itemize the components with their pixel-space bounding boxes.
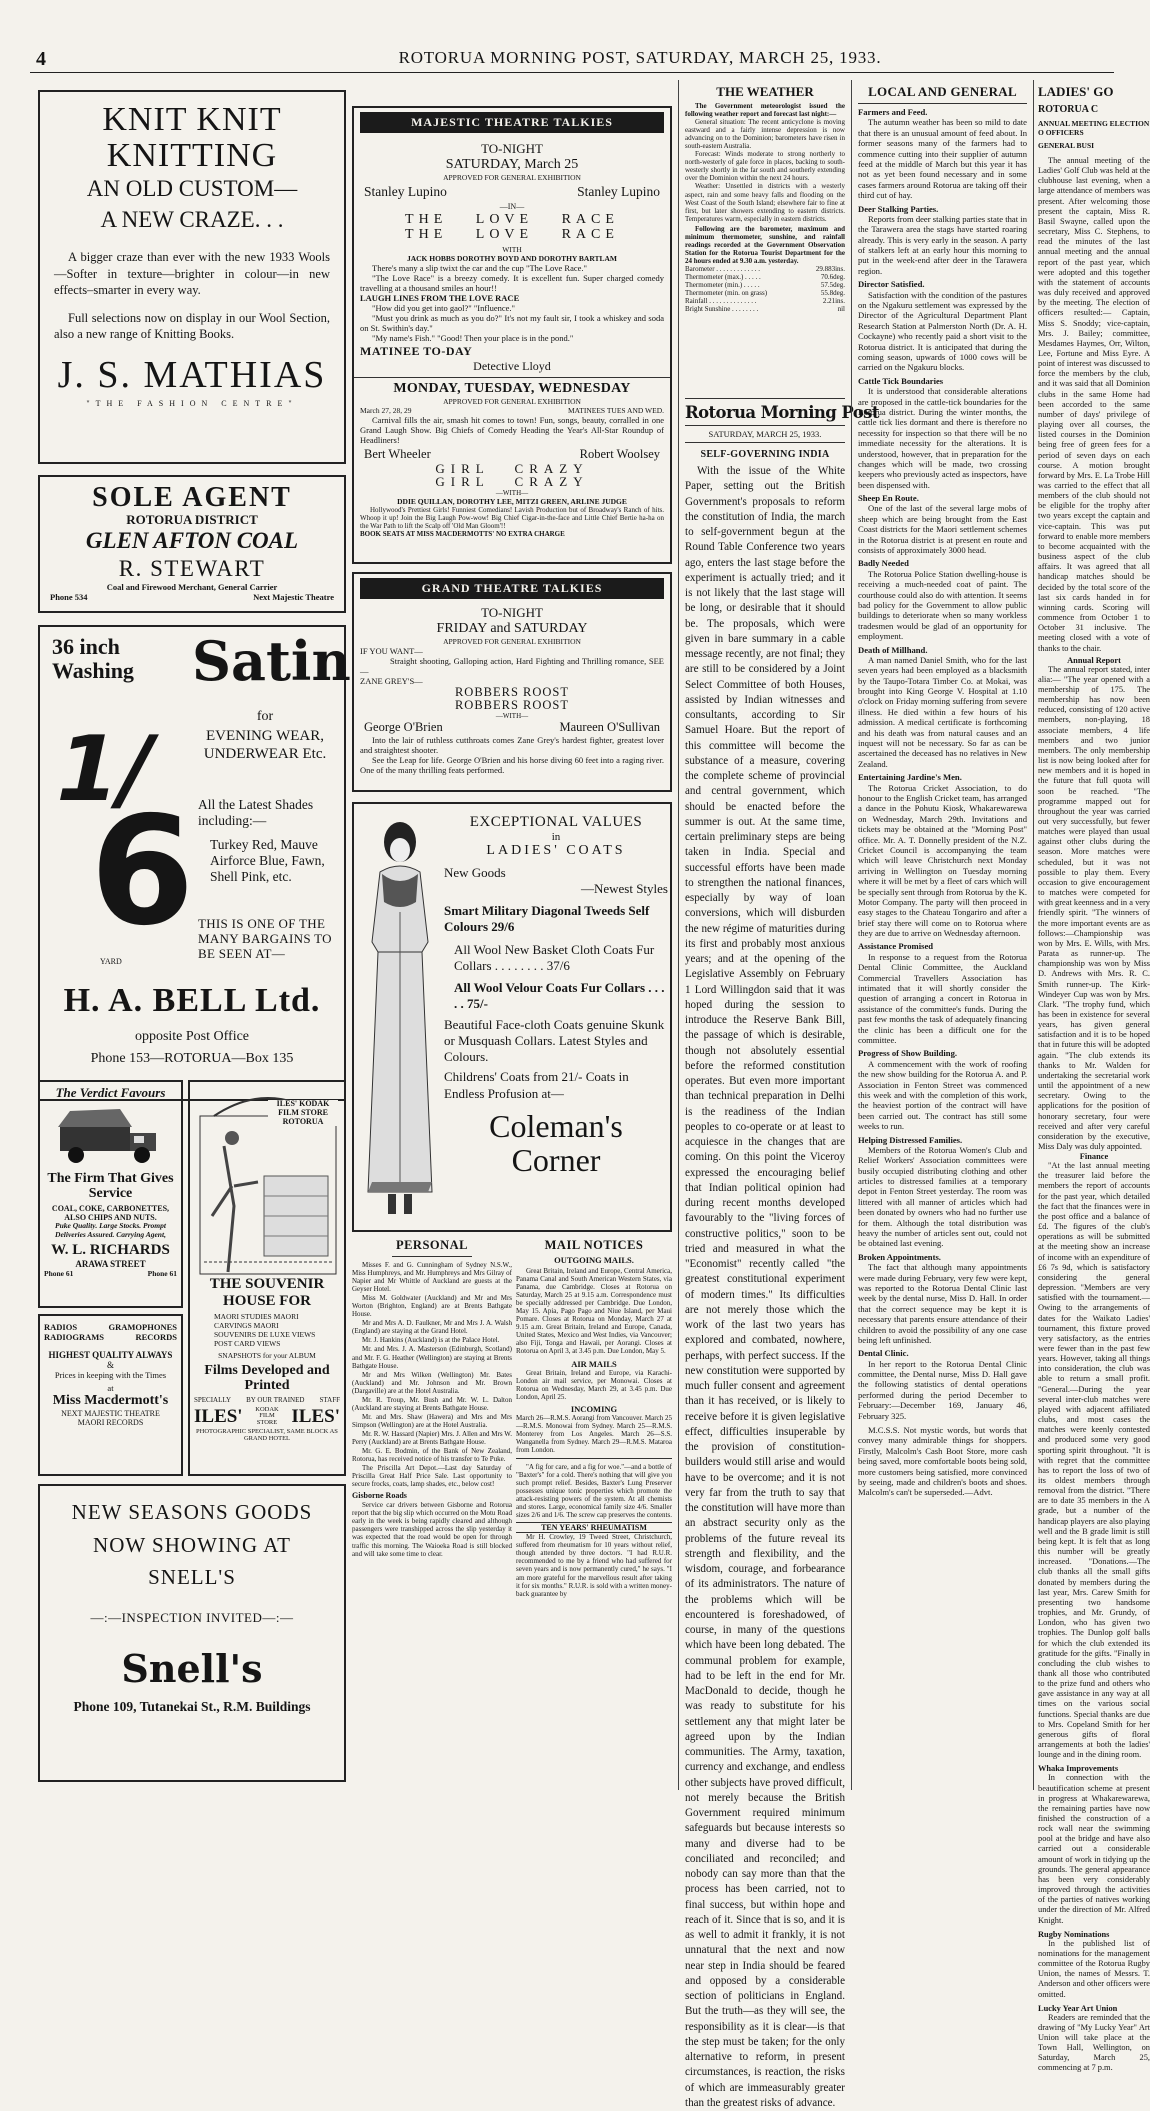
- personal-item: Mr and Mrs A. D. Faulkner, Mr and Mrs J. A. Walsh (England) are staying at the Grand Hotel.: [352, 1319, 512, 1336]
- majestic-cast: JACK HOBBS DOROTHY BOYD AND DOROTHY BARTLAM: [406, 254, 618, 264]
- weather-reading-row: [685, 281, 845, 289]
- local-item-head: Farmers and Feed.: [858, 107, 928, 117]
- snells-line-3: SNELL'S: [148, 1565, 236, 1590]
- weather-box: [682, 84, 848, 394]
- macdermott-radio-ad: [38, 1314, 183, 1476]
- radio-at: at: [107, 1383, 114, 1393]
- knit-headline-4: A NEW CRAZE. . .: [100, 207, 284, 233]
- weather-situation: General situation: The recent anticyclone is moving eastward and a fairly intense depression is now advancing on to the Dominion; barometers have risen in south-eastern Australia.: [685, 118, 845, 151]
- films-developed: Films Developed and Printed: [204, 1363, 330, 1394]
- local-title: LOCAL AND GENERAL: [868, 84, 1017, 99]
- personal-item: Mr. and Mrs. J. A. Masterson (Edinburgh, Scotland) and Mr. F. G. Heather (Wellington) are staying at Brents Bathgate House.: [352, 1345, 512, 1370]
- price-shilling: 1/: [44, 717, 163, 822]
- richards-phone-right: Phone 61: [147, 1268, 177, 1278]
- new-goods: New Goods: [444, 865, 506, 880]
- weather-intro: The Government meteorologist issued the following weather report and forecast last night:—: [685, 102, 845, 119]
- iles-staff: STAFF: [319, 1395, 340, 1404]
- local-item-head: Broken Appointments.: [858, 1251, 941, 1262]
- editorial-body: [685, 464, 845, 2111]
- weather-reading-label: Thermometer (max.) . . . . .: [685, 272, 761, 281]
- outgoing-text: Great Britain, Ireland and Europe, Central America, Panama Canal and South American Western States, via Panama, due Cambridge. Closes at Rotorua on Saturday, March 25 at 9.15 a.m. Correspondence must be specially addressed per Cambridge. Due London, May 15. Apia, Pago Pago and Niue Island, per Maui Pomare. Closes at Rotorua on Monday, March 27 at 9.15 a.m. Great Britain, Ireland and Europe, Canada, United States, Mexico and West Indies, via Vancouver; also Fiji, Tonga and Hawaii, per Aorangi. Closes at Rotorua on April 3, at 3.45 p.m. Due London, May 5.: [516, 1267, 672, 1356]
- snells-brand: Snell's: [121, 1645, 263, 1691]
- gisborne-head: Gisborne Roads: [352, 1491, 407, 1501]
- laugh-line-3: "My name's Fish." "Good! Then your place is in the pond.": [372, 333, 574, 344]
- iles-specially: SPECIALLY: [194, 1395, 232, 1404]
- editorial-column: [682, 398, 879, 2109]
- editorial-title: SELF-GOVERNING INDIA: [700, 449, 830, 460]
- macdermott-next: NEXT MAJESTIC THEATRE: [61, 1409, 160, 1418]
- weather-forecast: Forecast: Winds moderate to strong northerly to north-westerly of gale force in places, backing to south-westerly shortly in the far south and southerly extending over the Dominion within the next 24 hours.: [685, 150, 845, 183]
- masthead-rule: [30, 72, 1114, 73]
- weather-readings-intro: Following are the barometer, maximum and minimum thermometer, sunshine, and rainfall readings recorded at the Government Observation Station for the Rotorua Tourist Department for the 24 hours ended at 9.30 a.m. yesterday.: [685, 224, 845, 265]
- snells-line-2: NOW SHOWING AT: [93, 1532, 291, 1557]
- air-mails-title: AIR MAILS: [571, 1358, 617, 1369]
- grand-with: —WITH—: [495, 712, 529, 721]
- robbers-roost-b: ROBBERS ROOST: [454, 698, 570, 713]
- local-item-text: The Rotorua Police Station dwelling-house is receiving a much-needed coat of paint. The courthouse could also do with attention. It seems bad policy for the Government to allow public buildings to deteriorate when so many workless tradesmen would be glad of an opportunity for employment.: [858, 568, 1027, 642]
- verdict-headline: The Verdict Favours: [55, 1085, 166, 1100]
- personal-item: Mr. G. E. Bodmin, of the Bank of New Zealand, Rotorua, has received notice of his transfer to Te Puke.: [352, 1447, 512, 1464]
- matinee-today: MATINEE TO-DAY: [360, 343, 473, 358]
- satin-shades: Turkey Red, Mauve Airforce Blue, Fawn, Shell Pink, etc.: [210, 837, 325, 884]
- snells-ad: [38, 1484, 346, 1782]
- iles-by-our: BY OUR TRAINED: [246, 1395, 305, 1404]
- personal-item: Misses F. and G. Cunningham of Sydney N.S.W., Miss Humphreys, and Mr. Humphreys and Mrs Gilray of Napier and Mr Whittle of Auckland are guests at the Geyser Hotel.: [352, 1261, 512, 1294]
- local-item-head: Death of Millhand.: [858, 644, 928, 655]
- majestic-dates-2: March 27, 28, 29: [360, 405, 412, 415]
- weather-reading-row: [685, 305, 845, 313]
- face-cloth-coats: Beautiful Face-cloth Coats genuine Skunk or Musquash Collars. Latest Styles and Colours.: [444, 1016, 665, 1064]
- golf-report: The annual report stated, inter alia:— "The year opened with a membership of 175. The membership has now been reduced, consisting of 120 active members, non-playing, 18 associate members, 4 life members and two junior members. The only membership list is now being looked after for new members and it is hoped in the future that full quota will soon be reached. "The programme mapped out for throughout the year was carried out very successfully, but fewer matches were played than usual against other clubs during the season. More matches were scheduled, but it was not possible to play them. Every occasion to give encouragement to matches were competed for with great keenness and in a very friendly spirit. "The winners of the more important events are as follows:—Championship was won by Mrs. E. Wills, with Mrs. Parata as runner-up. The championship was won by Miss D. Andrews with Mrs. R. C. Smith runner-up. The Kirk-Windeyer Cup was won by Mrs. Clark. "The trophy fund, which has been in existence for several years, has given general satisfaction and it is to be hoped that in future this will be adopted again. "The club extends its thanks to Mr. Walden for undertaking the secretarial work until the appointment of a new secretary. Owing to the applications for the position of honorary secretary, four were received and after very careful consideration by the executive, Miss Daly was duly appointed.: [1038, 664, 1150, 1151]
- knit-headline-1: KNIT KNIT: [102, 101, 282, 138]
- column-divider-4: [851, 80, 852, 1790]
- ladies-golf-column: [1036, 84, 1150, 2073]
- childrens-coats: Childrens' Coats from 21/- Coats in Endless Profusion at—: [444, 1069, 629, 1101]
- weather-title: THE WEATHER: [716, 84, 814, 99]
- colemans-name: Coleman's: [489, 1107, 623, 1144]
- knit-headline-3: AN OLD CUSTOM—: [86, 176, 298, 202]
- golf-sub-3: GENERAL BUSI: [1038, 141, 1095, 150]
- iles-brand-left: ILES': [194, 1405, 243, 1427]
- rugby-nominations: In the published list of nominations for the management committee of the Rotorua Rugby Union, the names of Messrs. T. Anderson and other officers were omitted.: [1038, 1938, 1150, 1999]
- souvenir-title: THE SOUVENIR HOUSE FOR: [209, 1276, 325, 1309]
- local-item-head: Helping Distressed Families.: [858, 1134, 963, 1145]
- majestic-title-a: THE LOVE RACE: [405, 212, 619, 227]
- majestic-star-left: Stanley Lupino: [364, 184, 447, 199]
- incoming-title: INCOMING: [570, 1403, 618, 1414]
- grand-banner: GRAND THEATRE TALKIES: [360, 578, 664, 599]
- majestic-title-b: THE LOVE RACE: [405, 226, 619, 242]
- local-item-head: Assistance Promised: [858, 941, 934, 952]
- majestic-approved-2: APPROVED FOR GENERAL EXHIBITION: [443, 396, 581, 406]
- iles-kodak: KODAK FILM STORE: [255, 1405, 279, 1427]
- weather-reading-row: [685, 297, 845, 305]
- grand-blurb: Straight shooting, Galloping action, Hard Fighting and Thrilling romance, SEE—: [360, 656, 664, 677]
- majestic-blurb-2: "The Love Race" is a breezy comedy. It is excellent fun. Super charged comedy travelling at a thousand smiles an hour!!: [360, 273, 664, 294]
- personal-item: Mr. R. Troup, Mr. Bush and Mr. W. L. Dalton (Auckland are staying at Brents Bathgate House.: [352, 1395, 512, 1412]
- local-item-text: M.C.S.S. Not mystic words, but words that convey many admirable things for shoppers. Firstly, Malcolm's Cash Boot Store, more cash being saved, more comfortable boots being sold, more customers being satisfied, more convinced by seeing, made and children's boots and shoes. Malcolm's can't be superseded.—Advt.: [858, 1425, 1027, 1498]
- column-divider-5: [1033, 80, 1034, 1790]
- column-divider-3: [678, 80, 679, 1790]
- mail-notices-column: [516, 1238, 672, 1790]
- robbers-roost-a: ROBBERS ROOST: [454, 685, 570, 700]
- local-general-column: [855, 84, 1030, 1790]
- knit-body-1: A bigger craze than ever with the new 1933 Wools—Softer in texture—brighter in colour—in new effects–smarter in every way.: [54, 250, 330, 297]
- radio-right: GRAMOPHONES RECORDS: [108, 1322, 177, 1342]
- weather-reading-row: [685, 273, 845, 281]
- colemans-corner: Corner: [511, 1142, 601, 1179]
- grand-zane: ZANE GREY'S—: [360, 676, 423, 687]
- page-number: 4: [36, 48, 46, 70]
- majestic-week: MONDAY, TUESDAY, WEDNESDAY: [393, 380, 631, 396]
- macdermott-records: MAORI RECORDS: [77, 1418, 144, 1427]
- golf-report-head: Annual Report: [1067, 655, 1121, 665]
- exceptional-values: EXCEPTIONAL VALUES: [469, 814, 643, 830]
- richards-coal-ad: [38, 1080, 183, 1308]
- majestic-in: —IN—: [499, 202, 525, 211]
- richards-phone-left: Phone 61: [44, 1268, 74, 1278]
- mathias-brand: J. S. MATHIAS: [57, 353, 327, 396]
- radio-prices: Prices in keeping with the Times: [54, 1370, 167, 1380]
- radio-quality: HIGHEST QUALITY ALWAYS: [48, 1350, 173, 1360]
- local-item-text: It is understood that considerable alterations are proposed in the cattle-tick boundaries for the Rotorua district. During the winter months, the cattle tick lies dormant and there is therefore no necessity for inspection so that there will be no immediate necessity for the alterations. It is understood, however, that in preparation for the changes which will be made, two crossing keepers who previously acted as inspectors, have been dispensed with.: [858, 386, 1027, 490]
- military-tweeds: Smart Military Diagonal Tweeds Self Colours 29/6: [444, 903, 650, 935]
- weather-reading-row: [685, 289, 845, 297]
- personal-item: Miss M. Goldwater (Auckland) and Mr and Mrs Worton (Brighton, England) are at Brents Bathgate House.: [352, 1294, 512, 1319]
- girl-crazy-b: GIRL CRAZY: [435, 474, 589, 490]
- air-mails-text: Great Britain, Ireland and Europe, via Karachi-London air mail service, per Monowai. Closes at Rotorua on Wednesday, March 29, at 3.45 p.m. Due London, April 25.: [516, 1368, 672, 1401]
- local-item-head: Dental Clinic.: [858, 1348, 909, 1359]
- weather-conditions: Weather: Unsettled in districts with a westerly aspect, rain and some heavy falls and flooding on the West Coast of the South Island; elsewhere fair to fine at first, but later showers extending to eastern districts. Temperatures warm, especially in eastern districts.: [685, 182, 845, 223]
- golf-finance-head: Finance: [1079, 1152, 1109, 1162]
- wheeler-name: Bert Wheeler: [364, 446, 431, 461]
- grand-approved: APPROVED FOR GENERAL EXHIBITION: [443, 637, 581, 646]
- local-item-head: Sheep En Route.: [858, 493, 919, 504]
- local-item-head: Entertaining Jardine's Men.: [858, 772, 962, 783]
- coal-location: Next Majestic Theatre: [253, 592, 334, 603]
- satin-bell-ad: [38, 625, 351, 1101]
- coal-merchant-name: R. STEWART: [118, 555, 266, 581]
- newest-styles: —Newest Styles: [580, 881, 668, 896]
- price-unit: YARD: [100, 957, 122, 966]
- knit-headline-2: KNITTING: [106, 136, 278, 174]
- velour-coats: All Wool Velour Coats Fur Collars . . . . . 75/-: [454, 980, 665, 1012]
- golf-finance: "At the last annual meeting the treasurer laid before the members the report of accounts for the past year, which detailed the fact that the finances were in the post office and a balance of £d. The figures of the club's operations as will be submitted at the meeting show an increase of income with an expenditure of £6 7s 9d, which is satisfactory considering the general depression. "Members are very satisfied with the tournament.—Owing to the arrangements of dates for the Waikato Ladies' tournament, this fixture proved very satisfactory, as the entries were fewer than in the past few years. However, taking all things into consideration, the club was able to return a small profit. "General.—During the year several inter-club matches were played with adjacent affiliated clubs, and most cases the matches were keenly contested and produced some very good sporting spirit throughout. "It is with regret that the committee has to report the loss of two of its oldest members through removal from the district. "There are to date 35 members in the A grade, but a number of the handicap players are also playing well and the B grade limit is still being kept. It is felt that as long this number will be greatly increased. "Donations.—The club thanks all the small gifts donated by members during the last year, Mrs. Carew Smith for presenting two handsome trophies, and Mr. Grundy, of London, who has given two trophies. The Dunlop golf balls for which the club extended its gratitude for the gifts. "Finally in concluding the club wishes to thank all those who contributed to the prize fund and others who gave assistance in any way at all times on the various social functions. Special thanks are due to Mrs. Copeland Smith for her generous gifts of floral arrangements at both the ladies' lounge and in the dining room.: [1038, 1161, 1150, 1760]
- glen-afton-coal-ad: [38, 475, 346, 613]
- local-item-text: A man named Daniel Smith, who for the last seven years had been employed as a blacksmith by the Taupo-Totara Timber Co. at Mokai, was brought into King George V. Hospital at 1.10 o'clock on Friday morning suffering from severe illness. He died within a few hours of his admission. A medical certificate is forthcoming and his death was from natural causes and an inquest will not be necessary. So far as can be ascertained the deceased has no relatives in New Zealand.: [858, 654, 1027, 769]
- grand-blurb-3: See the Leap for life. George O'Brien and his horse diving 60 feet into a raging river. One of the many thrilling feats performed.: [360, 755, 664, 776]
- weather-reading-value: nil: [837, 305, 845, 314]
- weather-reading-label: Thermometer (min. on grass): [685, 289, 768, 298]
- local-item-head: Director Satisfied.: [858, 279, 925, 290]
- majestic-blurb-3: Carnival fills the air, smash hit comes to town! Fun, songs, beauty, corralled in one Grand Laugh Show. Big Chiefs of Comedy Heading the Year's All-Star Roundup of Headliners!: [360, 414, 664, 445]
- souvenir-items: MAORI STUDIES MAORI CARVINGS MAORI SOUVENIRS DE LUXE VIEWS POST CARD VIEWS: [214, 1312, 316, 1348]
- osullivan-name: Maureen O'Sullivan: [559, 720, 660, 735]
- rugby-nominations-head: Rugby Nominations: [1038, 1929, 1110, 1939]
- laugh-line-1: "How did you get into gaol?" "Influence.": [372, 303, 515, 314]
- snells-address: Phone 109, Tutanekai St., R.M. Buildings: [73, 1698, 311, 1714]
- local-item-text: Reports from deer stalking parties state that in the Tarawera area the stags have started roaring already. This is very early in the season. A party of stalkers left at an early hour this morning to put in the week-end after deer in the Tarawera region.: [858, 213, 1027, 276]
- woolsey-name: Robert Woolsey: [579, 446, 660, 461]
- bell-address: opposite Post Office: [134, 1029, 250, 1044]
- incoming-text: March 26—R.M.S. Aorangi from Vancouver. March 25—R.M.S. Monowai from Sydney. March 25—R.M.S. Monterey from Los Angeles. March 26—S.S. Wanganella from Sydney. March 29—R.M.S. Mataroa from London.: [516, 1413, 672, 1454]
- editorial-paragraph: With the issue of the White Paper, setting out the British Government's proposals to reform the constitution of India, the march to self-government begun at the Round Table Conference two years ago, enters the last stage before the experiment is actually tried; and it is not likely that the last stage will be long, or desirable that it should be. The proposals, which were given in bare summary in a cable message recently, are not final; they are still to be considered by a Joint Select Committee of both Houses, assisted by Indian witnesses and consultants, according to Sir Samuel Hoare. But the report of this committee will become the substance of a measure, covering the complete scheme of provincial and central government, which should be enacted before the summer is out. At the same time, certain preliminary steps are being taken in India. Special and successful efforts have been made to strengthen the national finances, especially by way of loan conversions, which will disburden the new régime of maturities during its first and probably most anxious years; and at the opening of the Legislative Assembly on February 1 Lord Willingdon said that it was hoped during the session to introduce the Reserve Bank Bill, the passage of which is desirable, though not absolutely essential before the reformed constitution operates. But even more important than technical preparation in Delhi is the readiness of the Indian peoples to co-operate or at least to acquiesce in the changes that are coming. On this point the Viceroy expressed the encouraging belief that Indian political opinion had during recent months developed favourably to the "living forces of constructive politics," soon to be tried and measured in what the "Economist" recently called "the greatest constitutional experiment of modern times." Its difficulties are not merely those which the work of the last two years has explored and combated, nowhere, perhaps, with perfect success. If the new constitution were supported by much fuller consent and agreement than it has received, or is likely to receive before it is given legislative effect, difficulties insuperable by the provision of constitution-builders would still arise and would have to be overcome; and it is not very far from the truth to say that the constitution will have more than an abstract security only as the problems of the future reveal its strength and flexibility, and the wisdom, courage, and forbearance of its administrators. The nature of the problems which will be encountered is foreshadowed, of course, in many of the questions which have been long debated. The communal problem for example, had to be left in the end for Mr. MacDonald to decide, though he was ready to substitute for his settlement any that might later be agreed upon by the Indian communities. The Army, taxation, currency and exchange, and endless other subjects have proved difficult, not merely because the British Government required minimum safeguards but because interests so many and diverse had to be conciliated and reconciled; and nobody can say more than that the process has been carried, not to final success, but within hope and reach of it. Since that is so, and it is as well to admit it frankly, it is not unnatural that the next and now near step in India should be feared and opposed by a considerable section of politicians in England. But the truth—as they will see, the responsibility as it is clear—is that the step must be taken; for the only alternative to reform, in present circumstances, is reaction, the risks of which are immeasurably greater than the greatest risks of advance.: [685, 465, 845, 2109]
- local-item-head: Cattle Tick Boundaries: [858, 375, 944, 386]
- iles-sign: ILES' KODAK FILM STORE ROTORUA: [268, 1100, 338, 1126]
- personal-item: Mr. and Mrs. Shaw (Hawera) and Mrs and Mrs Simpson (Wellington) are at the Hotel Australia.: [352, 1412, 512, 1429]
- weather-reading-label: Rainfall . . . . . . . . . . . . . .: [685, 297, 757, 306]
- laugh-lines-head: LAUGH LINES FROM THE LOVE RACE: [360, 293, 520, 304]
- personal-title: PERSONAL: [395, 1238, 469, 1252]
- iles-souvenir-ad: [188, 1080, 346, 1476]
- majestic-matinees-2: MATINEES TUES AND WED.: [568, 405, 664, 415]
- basket-cloth-coats: All Wool New Basket Cloth Coats Fur Collars . . . . . . . . 37/6: [454, 941, 655, 973]
- local-item-head: Badly Needed: [858, 558, 909, 569]
- coal-truck-illustration: [50, 1103, 171, 1169]
- richards-street: ARAWA STREET: [75, 1258, 146, 1269]
- grand-theatre-ad: [352, 572, 672, 792]
- whaka-improvements: In connection with the beautification scheme at present in progress at Whakarewarewa, the remaining parties have now finished the construction of a rock wall near the swimming pool at the bridge and have also carried out a considerable amount of work in tidying up the grounds. The general appearance has been very considerably improved through the activities of the parties of natives working under the direction of Mr. Alfred Knight.: [1038, 1773, 1150, 1925]
- local-item-head: Deer Stalking Parties.: [858, 203, 939, 214]
- iles-brand-right: ILES': [291, 1405, 340, 1427]
- weather-reading-value: 29.883ins.: [815, 264, 845, 273]
- price-pence: 6: [90, 785, 195, 959]
- lucky-year-head: Lucky Year Art Union: [1038, 2003, 1118, 2013]
- local-item-text: Satisfaction with the condition of the pastures on the Ngakuru settlement was expressed by the Director of the Agricultural Department Plant Research Station at Palmerston North (Dr. A. H. Cockayne) who recently paid a short visit to the Rotorua district. It is anticipated that during the coming season, upwards of 1000 cows will be carried on the Ngakuru blocks.: [858, 289, 1027, 373]
- local-item-text: One of the last of the several large mobs of sheep which are being brought from the East Coast districts for the Maori settlement schemes in the Rotorua district is at present en route and consists of approximately 3000 head.: [858, 503, 1027, 556]
- mail-title: MAIL NOTICES: [544, 1238, 644, 1252]
- personal-item: Mr and Mrs Wilken (Wellington) Mr. Bates (Auckland) and Mr. Johnson and Mr. Brown (Dargaville) are at the Hotel Australia.: [352, 1370, 512, 1395]
- personal-item: The Priscilla Art Depot.—Last day Saturday of Priscilla Great Half Price Sale. Last opportunity to secure frocks, coats, lamp shades, etc., below cost!: [352, 1464, 512, 1489]
- golf-sub-2: ANNUAL MEETING ELECTION O OFFICERS: [1038, 119, 1150, 137]
- coal-trade: Coal and Firewood Merchant, General Carrier: [106, 582, 278, 593]
- majestic-with: WITH: [502, 245, 522, 255]
- personal-items: [352, 1261, 512, 1488]
- coleman-in: in: [551, 831, 561, 843]
- satin-size: 36 inch Washing: [52, 634, 134, 684]
- grand-blurb-2: Into the lair of ruthless cutthroats comes Zane Grey's hardest fighter, greatest lover and straightest shooter.: [360, 735, 664, 756]
- weather-reading-value: 57.5deg.: [820, 281, 845, 290]
- satin-fabric: Satin: [192, 629, 351, 693]
- local-item-text: The autumn weather has been so mild to date that there is an unusual amount of feed about. In former seasons many of the farmers had to commence cutting into their supplier of autumn feed at the middle of March but this year it has not as yet been found necessary and in some cases farmers around Rotorua are taking off their third cut of hay.: [858, 117, 1027, 201]
- majestic-approved: APPROVED FOR GENERAL EXHIBITION: [443, 173, 581, 182]
- local-item-text: In response to a request from the Rotorua Dental Clinic Committee, the Auckland Commercial Travellers Association has intimated that it will shortly consider the question of arranging a concert in Rotorua in assistance of the committee's funds. During the past few months the task of adequately financing the clinic has been a difficult one for the committee.: [858, 951, 1027, 1045]
- satin-bargain: THIS IS ONE OF THE MANY BARGAINS TO BE SEEN AT—: [198, 916, 332, 961]
- snells-line-1: NEW SEASONS GOODS: [71, 1500, 313, 1524]
- majestic-banner: MAJESTIC THEATRE TALKIES: [360, 112, 664, 133]
- sole-agent-title: SOLE AGENT: [92, 482, 292, 513]
- personal-column: [352, 1238, 512, 1790]
- masthead: [0, 0, 1114, 68]
- weather-reading-value: 70.6deg.: [820, 272, 845, 281]
- rheumatism-head: TEN YEARS' RHEUMATISM: [516, 1522, 672, 1533]
- kodak-store-illustration: [194, 1086, 340, 1276]
- local-item-text: The fact that although many appointments were made during February, very few were kept, was reported to the Rotorua Dental Clinic last week by the dental nurse, Miss D. Hall. In order that the correct sequence may be kept it is necessary that parents ensure attendance of their children to avoid the possibility of any one case being left unfinished.: [858, 1262, 1027, 1345]
- golf-sub-1: ROTORUA C: [1038, 104, 1099, 115]
- majestic-cast-3: DDIE QUILLAN, DOROTHY LEE, MITZI GREEN, ARLINE JUDGE: [397, 496, 627, 506]
- matinee-short: Detective Lloyd: [473, 358, 551, 373]
- grand-days: FRIDAY and SATURDAY: [436, 621, 588, 636]
- weather-reading-value: 55.8deg.: [820, 289, 845, 298]
- coal-phone: Phone 534: [50, 592, 88, 603]
- satin-for: for: [256, 709, 274, 724]
- girl-crazy-a: GIRL CRAZY: [435, 460, 589, 476]
- majestic-date: SATURDAY, March 25: [445, 157, 579, 172]
- souvenir-snapshots: SNAPSHOTS for your ALBUM: [218, 1351, 316, 1360]
- golf-title: LADIES' GO: [1038, 84, 1114, 99]
- lucky-year: Readers are reminded that the drawing of "My Lucky Year" Art Union will take place at the Town Hall, Wellington, on Saturday, March 25, commencing at 7 p.m.: [1038, 2012, 1150, 2073]
- personal-item: Mr. J. Hankins (Auckland) is at the Palace Hotel.: [362, 1336, 500, 1345]
- iles-photographic: PHOTOGRAPHIC SPECIALIST, SAME BLOCK AS GRAND HOTEL: [196, 1427, 338, 1442]
- local-item-text: The Rotorua Cricket Association, to do honour to the English Cricket team, has arranged a dance in the Pohutu Kiosk, Whakarewarewa on Wednesday, March 29th. Invitations and tickets may be obtained at the "Morning Post" office. Mr. A. T. Donnelly president of the N.Z. Cricket Council is accompanying the team which will leave Christchurch next Monday arriving in Wellington on Tuesday morning where it will be met by a fleet of cars which will be specially sent through from Rotorua by the K. Motor Company. The party will then proceed in easy stages to the Chateau Tongariro and after a brief stay there will come on to Rotorua where they are due to arrive on Wednesday afternoon.: [858, 782, 1027, 939]
- weather-reading-value: 2.21ins.: [822, 297, 845, 306]
- golf-body: The annual meeting of the Ladies' Golf Club was held at the clubhouse last evening, when a large attendance of members was present. After welcoming those present the captain, Miss R. Basil Swayne, called upon the secretary, Miss C. Stephens, to read the minutes of the last annual meeting and the annual report of the past year, which were adopted and this together with the statement of accounts was duly received and approved by the meeting. The election of officers resulted:— Captain, Miss S. Snoddy; vice-captain, Mrs. J. Bailey; committee, Mesdames Haymes, Orr, Wilton, Lee, Fortune and Miss Eyre. A point of interest was discussed to force the members by the club, and it was said that all Dominion clubs in the same Home had been accorded to the same number of days' privilege of playing over all courses, the listed courses in the Dominion being free of green fees for a period of seven days on each course. A motion brought forward by Mrs. E. La Trobe Hill was carried to the effect that all members of the club should not be eligible for the trophy after two years except the captain and vice-captain. This was put forward to enable more members to become acquainted with the business aspect of the club affairs. It was agreed that all handicap matches should be decided by the total score of the last six cards handed in for winning cards. Scoring will commence from October 1 to October 31 inclusive. The meeting closed with a vote of thanks to the chair.: [1038, 156, 1150, 653]
- local-items: [858, 107, 1027, 1498]
- richards-quality: Puke Quality. Large Stocks. Prompt Deliveries Assured. Carrying Agent,: [55, 1221, 166, 1239]
- whaka-improvements-head: Whaka Improvements: [1038, 1764, 1119, 1774]
- radio-amp: &: [106, 1360, 114, 1370]
- weather-reading-label: Bright Sunshine . . . . . . . .: [685, 305, 759, 314]
- gisborne-text: Service car drivers between Gisborne and Rotorua report that the big slip which occurred on the Motu Road early in the week is being rapidly cleared and although passengers were transhipped across the slip yesterday it was expected that the road would be open for through traffic this morning. The Waioeka Road is still blocked and will take some time to clear.: [352, 1501, 512, 1558]
- majestic-booking: BOOK SEATS AT MISS MACDERMOTTS' NO EXTRA CHARGE: [360, 529, 565, 538]
- snells-invite: —:—INSPECTION INVITED—:—: [90, 1609, 294, 1625]
- weather-reading-label: Thermometer (min.) . . . . .: [685, 281, 760, 290]
- satin-uses: EVENING WEAR, UNDERWEAR Etc.: [203, 728, 327, 762]
- mathias-tagline: "THE FASHION CENTRE": [86, 398, 298, 408]
- majestic-with-3: —WITH—: [495, 488, 529, 497]
- coal-district: ROTORUA DISTRICT: [126, 512, 258, 528]
- weather-readings: [685, 265, 845, 313]
- coal-product: GLEN AFTON COAL: [85, 528, 299, 554]
- laugh-line-2: "Must you drink as much as you do?" It's not my fault sir, I took a whiskey and soda on St. Swithin's day.": [360, 313, 664, 334]
- weather-reading-label: Barometer . . . . . . . . . . . . .: [685, 264, 761, 273]
- lady-in-coat-illustration: [358, 812, 438, 1222]
- richards-goods: COAL, COKE, CARBONETTES, ALSO CHIPS AND NUTS.: [51, 1203, 170, 1222]
- local-item-text: A commencement with the work of roofing the new show building for the Rotorua A. and P. Association in Fenton Street was commenced this week and with the completion of this work, the heaviest portion of the contract will have been carried out. The contract has still some weeks to run.: [858, 1058, 1027, 1132]
- satin-shades-intro: All the Latest Shades including:—: [198, 797, 314, 828]
- radio-left: RADIOS RADIOGRAMS: [44, 1322, 104, 1342]
- personal-item: Mr. R. W. Hassard (Napier) Mrs. J. Allen and Mrs W. Perry (Auckland) are at Brents Bathgate House.: [352, 1429, 512, 1446]
- obrien-name: George O'Brien: [364, 720, 443, 735]
- bell-store: H. A. BELL Ltd.: [63, 982, 321, 1019]
- ladies-coats: LADIES' COATS: [486, 843, 626, 858]
- masthead-title: ROTORUA MORNING POST, SATURDAY, MARCH 25, 1933.: [398, 48, 882, 67]
- colemans-coats-ad: [352, 802, 672, 1232]
- weather-reading-row: [685, 265, 845, 273]
- editorial-paper-name: Rotorua Morning Post: [685, 403, 879, 422]
- bell-phone-line: Phone 153—ROTORUA—Box 135: [90, 1051, 294, 1066]
- grand-want: IF YOU WANT—: [360, 646, 423, 656]
- outgoing-title: OUTGOING MAILS.: [554, 1255, 634, 1265]
- richards-name: W. L. RICHARDS: [51, 1241, 170, 1258]
- knit-body-2: Full selections now on display in our Wool Section, also a new range of Knitting Books.: [54, 311, 330, 342]
- majestic-tonight: TO-NIGHT: [481, 141, 543, 156]
- knit-knitting-ad: [38, 90, 346, 464]
- local-item-head: Progress of Show Building.: [858, 1048, 958, 1059]
- local-item-text: Members of the Rotorua Women's Club and Relief Workers' Association committees were busily occupied distributing clothing and other articles to distressed families at a temporary depot in Fenton Street yesterday. The room was littered with all manner of articles which had been donated by owners who had no further use for them. Although the total distribution was heavy the number of articles sent out, could not be obtained last evening.: [858, 1144, 1027, 1249]
- majestic-blurb-1: There's many a slip twixt the car and the cup "The Love Race.": [372, 263, 587, 274]
- rheumatism-text: Mr H. Crowley, 19 Tweed Street, Christchurch, suffered from rheumatism for 10 years without relief, though attended by three doctors. "I had R.U.R. recommended to me by a friend who had suffered for seven years and is now permanently cured," he says. "I am more grateful for the marvellous result after taking it for six months." R.U.R. is sold with a written money-back guarantee by: [516, 1533, 672, 1598]
- macdermott-store: Miss Macdermott's: [52, 1393, 169, 1408]
- editorial-date: SATURDAY, MARCH 25, 1933.: [708, 429, 822, 439]
- richards-subhead: The Firm That Gives Service: [47, 1171, 174, 1202]
- majestic-star-right: Stanley Lupino: [577, 184, 660, 199]
- majestic-theatre-ad: [352, 106, 672, 564]
- grand-tonight: TO-NIGHT: [481, 605, 543, 620]
- baxters-text: "A fig for care, and a fig for woe."—and a bottle of "Baxter's" for a cold. There's nothing that will give you such prompt relief. Besides, Baxter's Lung Preserver possesses unique tonic properties which promote the attack-resisting powers of the system. At all chemists and stores. Large, economical family size 4/6. Smaller sizes 2/6 and 1/6. The screw cap preserves the contents.: [516, 1462, 672, 1520]
- majestic-blurb-4: Hollywood's Prettiest Girls! Funniest Comedians! Lavish Production but of Broadway's Ranch of hits. Whoop it up! Join the Big Laugh Pow-wow! Big Chief Cigar-in-the-face and Little Chief Bertie ha-ha on the War Path to lift the Scalp off 'Old Man Gloom'!!: [360, 505, 664, 530]
- local-item-text: In her report to the Rotorua Dental Clinic committee, the Dental nurse, Miss D. Hall gave the following statistics of dental operations performed during the period December to February:—December 169, January 46, February 325.: [858, 1358, 1027, 1421]
